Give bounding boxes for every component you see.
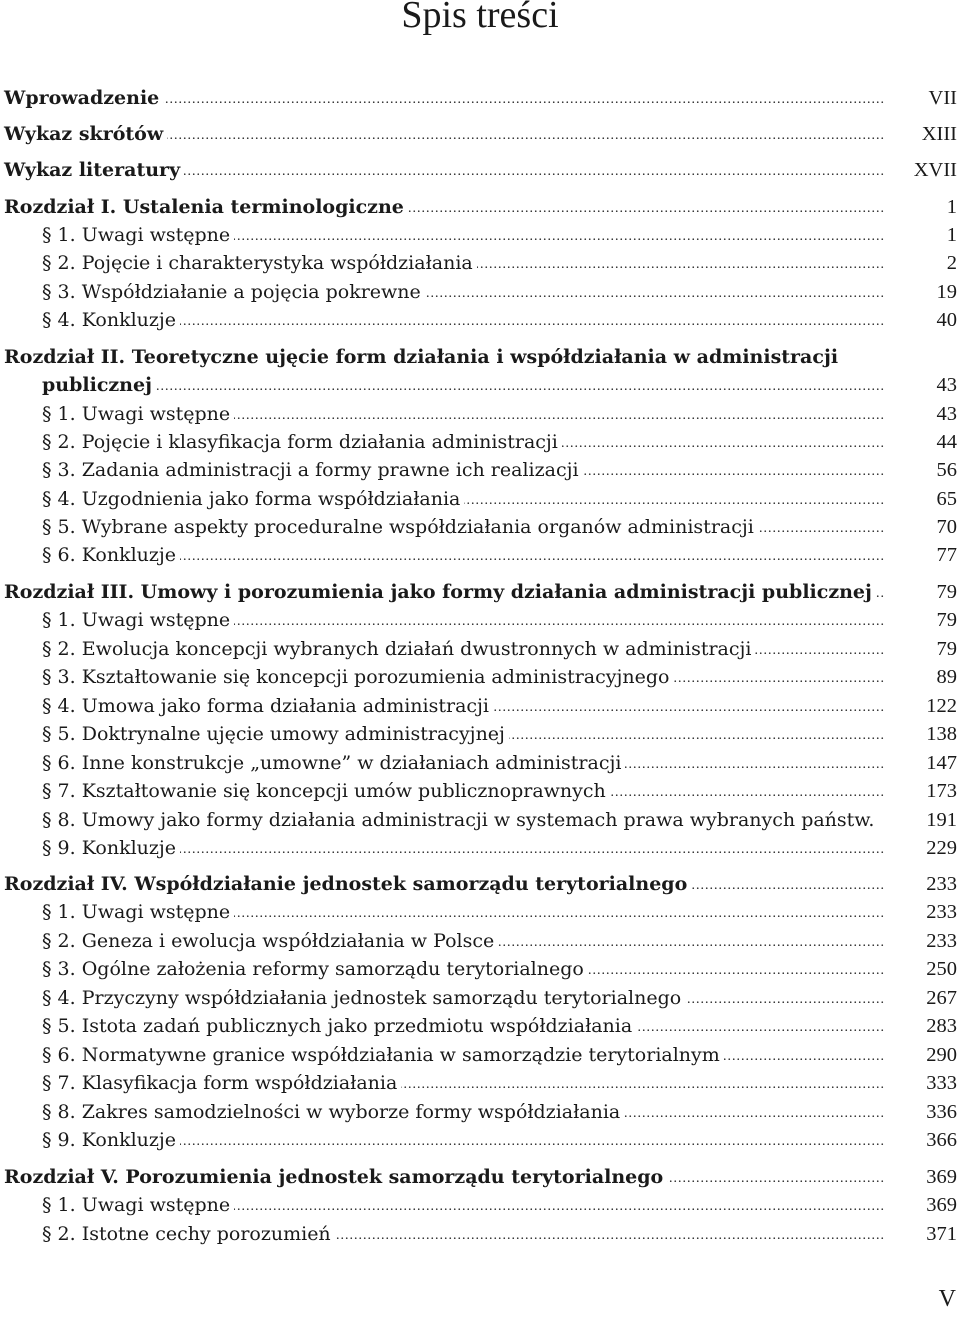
- toc-section-row: [0, 307, 960, 333]
- toc-section-row: [0, 778, 960, 804]
- toc-page-number: 89: [936, 666, 957, 688]
- toc-page-number: 336: [926, 1101, 957, 1123]
- toc-entry-title: § 2. Ewolucja koncepcji wybranych działań dwustronnych w administracji: [42, 636, 755, 662]
- toc-chapter-row: [0, 121, 960, 147]
- toc-section-row: [0, 1099, 960, 1125]
- toc-entry-title: § 2. Pojęcie i klasyfikacja form działania administracji: [42, 429, 562, 455]
- toc-page-number: 233: [926, 930, 957, 952]
- toc-page-number: 79: [936, 581, 957, 603]
- toc-page-number: 147: [926, 752, 957, 774]
- toc-entry-title: § 3. Współdziałanie a pojęcia pokrewne: [42, 279, 425, 305]
- toc-page-number: 56: [936, 459, 957, 481]
- toc-entry-title: § 6. Konkluzje: [42, 542, 180, 568]
- toc-page-number: 250: [926, 958, 957, 980]
- toc-page-number: 77: [936, 544, 957, 566]
- toc-section-row: [0, 372, 960, 398]
- toc-chapter-row: [0, 344, 960, 370]
- toc-chapter-row: [0, 157, 960, 183]
- toc-entry-title: § 1. Uwagi wstępne: [42, 899, 234, 925]
- toc-section-row: [0, 1192, 960, 1218]
- folio-page-number: V: [938, 1286, 956, 1312]
- toc-page-number: 333: [926, 1072, 957, 1094]
- toc-chapter-row: [0, 1164, 960, 1190]
- toc-chapter-row: [0, 194, 960, 220]
- toc-page-number: 79: [936, 638, 957, 660]
- toc-section-row: [0, 514, 960, 540]
- toc-page-number: 229: [926, 837, 957, 859]
- toc-entry-title: § 2. Istotne cechy porozumień: [42, 1221, 335, 1247]
- toc-entry-title: § 4. Umowa jako forma działania administracji: [42, 693, 493, 719]
- toc-section-row: [0, 721, 960, 747]
- toc-page-number: 366: [926, 1129, 957, 1151]
- toc-entry-title: § 9. Konkluzje: [42, 1127, 180, 1153]
- toc-entry-title: Wykaz skrótów: [4, 121, 167, 147]
- toc-page-number: 233: [926, 873, 957, 895]
- toc-entry-title: § 4. Przyczyny współdziałania jednostek samorządu terytorialnego: [42, 985, 685, 1011]
- toc-page-number: 43: [936, 403, 957, 425]
- toc-section-row: [0, 401, 960, 427]
- toc-section-row: [0, 250, 960, 276]
- toc-entry-title: Wprowadzenie: [4, 85, 163, 111]
- toc-page-number: 19: [936, 281, 957, 303]
- toc-section-row: [0, 750, 960, 776]
- toc-section-row: [0, 985, 960, 1011]
- toc-section-row: [0, 1070, 960, 1096]
- toc-chapter-row: [0, 871, 960, 897]
- toc-entry-title: publicznej: [42, 372, 156, 398]
- toc-section-row: [0, 956, 960, 982]
- toc-chapter-row: [0, 579, 960, 605]
- toc-section-row: [0, 607, 960, 633]
- toc-page-number: 43: [936, 374, 957, 396]
- toc-entry-title: § 5. Wybrane aspekty proceduralne współdziałania organów administracji: [42, 514, 758, 540]
- toc-page-number: 1: [946, 196, 957, 218]
- toc-page-number: 369: [926, 1166, 957, 1188]
- toc-page-number: XVII: [913, 159, 957, 181]
- toc-entry-title: § 1. Uwagi wstępne: [42, 401, 234, 427]
- toc-entry-title: § 4. Uzgodnienia jako forma współdziałania: [42, 486, 464, 512]
- toc-page-number: 70: [936, 516, 957, 538]
- toc-page-number: XIII: [921, 123, 957, 145]
- toc-entry-title: § 1. Uwagi wstępne: [42, 222, 234, 248]
- toc-section-row: [0, 542, 960, 568]
- toc-entry-title: § 3. Ogólne założenia reformy samorządu terytorialnego: [42, 956, 588, 982]
- toc-entry-title: § 1. Uwagi wstępne: [42, 607, 234, 633]
- toc-entry-title: § 7. Kształtowanie się koncepcji umów publicznoprawnych: [42, 778, 610, 804]
- toc-page-number: 2: [946, 252, 957, 274]
- toc-section-row: [0, 279, 960, 305]
- toc-page-number: 138: [926, 723, 957, 745]
- toc-page-number: 233: [926, 901, 957, 923]
- toc-entry-title: § 5. Istota zadań publicznych jako przedmiotu współdziałania: [42, 1013, 636, 1039]
- toc-section-row: [0, 664, 960, 690]
- toc-entry-title: § 2. Geneza i ewolucja współdziałania w Polsce: [42, 928, 498, 954]
- toc-page-number: 371: [926, 1223, 957, 1245]
- toc-page-number: 79: [936, 609, 957, 631]
- toc-section-row: [0, 807, 960, 833]
- toc-page-number: 40: [936, 309, 957, 331]
- toc-page-number: 191: [926, 809, 957, 831]
- toc-page-number: 290: [926, 1044, 957, 1066]
- toc-page-number: 369: [926, 1194, 957, 1216]
- toc-page-number: 173: [926, 780, 957, 802]
- toc-entry-title: § 6. Inne konstrukcje „umowne” w działaniach administracji: [42, 750, 625, 776]
- toc-entry-title: Rozdział V. Porozumienia jednostek samorządu terytorialnego: [4, 1164, 667, 1190]
- toc-section-row: [0, 486, 960, 512]
- toc-entry-title: § 8. Zakres samodzielności w wyborze formy współdziałania: [42, 1099, 624, 1125]
- toc-entry-title: § 9. Konkluzje: [42, 835, 180, 861]
- toc-section-row: [0, 1042, 960, 1068]
- toc-entry-title: § 8. Umowy jako formy działania administracji w systemach prawa wybranych państw.: [42, 807, 878, 833]
- toc-entry-title: § 1. Uwagi wstępne: [42, 1192, 234, 1218]
- toc-entry-title: § 6. Normatywne granice współdziałania w samorządzie terytorialnym: [42, 1042, 724, 1068]
- toc-section-row: [0, 835, 960, 861]
- toc-entry-title: Rozdział IV. Współdziałanie jednostek samorządu terytorialnego: [4, 871, 691, 897]
- toc-entry-title: Rozdział II. Teoretyczne ujęcie form działania i współdziałania w administracji: [4, 344, 842, 370]
- toc-entry-title: Rozdział III. Umowy i porozumienia jako formy działania administracji publicznej: [4, 579, 876, 605]
- toc-section-row: [0, 1127, 960, 1153]
- toc-section-row: [0, 222, 960, 248]
- toc-chapter-row: [0, 85, 960, 111]
- toc-section-row: [0, 429, 960, 455]
- toc-page-number: 283: [926, 1015, 957, 1037]
- toc-entry-title: § 2. Pojęcie i charakterystyka współdziałania: [42, 250, 477, 276]
- toc-page-number: 267: [926, 987, 957, 1009]
- toc-section-row: [0, 693, 960, 719]
- toc-section-row: [0, 899, 960, 925]
- toc-section-row: [0, 1013, 960, 1039]
- toc-entry-title: § 7. Klasyfikacja form współdziałania: [42, 1070, 401, 1096]
- toc-entry-title: Rozdział I. Ustalenia terminologiczne: [4, 194, 408, 220]
- page-title: Spis treści: [401, 0, 559, 36]
- toc-entry-title: § 3. Zadania administracji a formy prawne ich realizacji: [42, 457, 583, 483]
- toc-page-number: 1: [946, 224, 957, 246]
- leader-dots: [42, 372, 885, 398]
- toc-page-number: 44: [936, 431, 957, 453]
- toc-entry-title: Wykaz literatury: [4, 157, 184, 183]
- toc-section-row: [0, 457, 960, 483]
- toc-section-row: [0, 636, 960, 662]
- toc-entry-title: § 3. Kształtowanie się koncepcji porozumienia administracyjnego: [42, 664, 673, 690]
- toc-page-number: 65: [936, 488, 957, 510]
- toc-section-row: [0, 1221, 960, 1247]
- toc-section-row: [0, 928, 960, 954]
- toc-page-number: 122: [926, 695, 957, 717]
- toc-page-number: VII: [928, 87, 957, 109]
- toc-entry-title: § 4. Konkluzje: [42, 307, 180, 333]
- toc-entry-title: § 5. Doktrynalne ujęcie umowy administracyjnej: [42, 721, 509, 747]
